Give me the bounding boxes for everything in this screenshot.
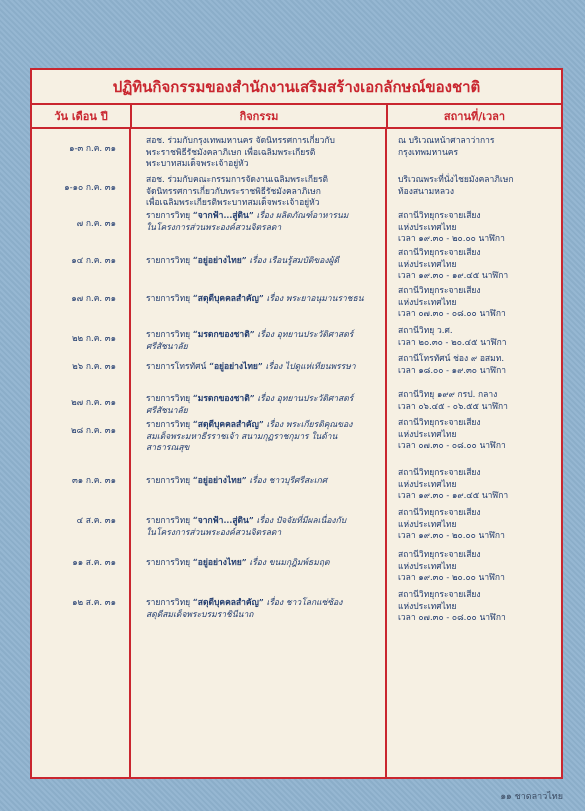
row-activity bbox=[130, 326, 386, 353]
row-place bbox=[386, 508, 561, 543]
activity-line: ศรีสัชนาลัย bbox=[146, 341, 188, 352]
place-line: เวลา ๑๘.๐๐ - ๑๙.๓๐ นาฬิกา bbox=[398, 365, 507, 376]
program-name: “มรดกของชาติ” bbox=[192, 394, 255, 404]
row-place bbox=[386, 550, 561, 585]
place-line: เวลา ๐๗.๓๐ - ๐๘.๐๐ นาฬิกา bbox=[398, 441, 506, 452]
row-activity bbox=[130, 590, 386, 625]
row-date: ๒๗ ก.ค. ๓๑ bbox=[71, 398, 116, 408]
row-activity bbox=[130, 248, 386, 283]
activity-line: สมเด็จพระมหาธีรราชเจ้า สนามกุฏราชกุมาร ในด้าน bbox=[146, 431, 338, 442]
activity-line: จัดนิทรรศการเกี่ยวกับพระราชพิธีรัชมังคลาภิเษก bbox=[146, 186, 321, 197]
place-line: สถานีวิทยุ ๑๙๙ กรป. กลาง bbox=[398, 390, 498, 400]
program-name: “อยู่อย่างไทย” bbox=[192, 558, 247, 568]
header-activity: กิจกรรม bbox=[130, 105, 386, 127]
row-place bbox=[386, 354, 561, 377]
place-line: เวลา ๑๙.๓๐ - ๒๐.๐๐ นาฬิกา bbox=[398, 234, 505, 245]
place-line: สถานีวิทยุกระจายเสียง bbox=[398, 211, 481, 221]
place-line: สถานีวิทยุกระจายเสียง bbox=[398, 248, 481, 258]
row-date: ๑๗ ก.ค. ๓๑ bbox=[71, 294, 116, 304]
row-date: ๑-๑๐ ก.ค. ๓๑ bbox=[64, 183, 116, 193]
row-place bbox=[386, 390, 561, 417]
place-line: แห่งประเทศไทย bbox=[398, 222, 457, 233]
table-row bbox=[32, 590, 561, 625]
row-place bbox=[386, 211, 561, 246]
row-activity bbox=[130, 136, 386, 171]
table-row bbox=[32, 211, 561, 246]
table-row bbox=[32, 508, 561, 543]
place-line: เวลา ๑๙.๓๐ - ๒๐.๐๐ นาฬิกา bbox=[398, 573, 505, 584]
place-line: สถานีวิทยุกระจายเสียง bbox=[398, 418, 481, 428]
row-activity bbox=[130, 354, 386, 377]
table-row bbox=[32, 390, 561, 417]
place-line: เวลา ๑๙.๓๐ - ๑๙.๔๕ นาฬิกา bbox=[398, 491, 509, 502]
activity-type: รายการวิทยุ bbox=[146, 558, 191, 568]
place-line: แห่งประเทศไทย bbox=[398, 479, 457, 490]
row-activity bbox=[130, 286, 386, 321]
row-place bbox=[386, 286, 561, 321]
row-place bbox=[386, 326, 561, 353]
activity-type: รายการวิทยุ bbox=[146, 330, 191, 340]
activity-line: สาธารณสุข bbox=[146, 443, 190, 454]
activity-topic: เรื่อง อุทยานประวัติศาสตร์ bbox=[257, 394, 354, 404]
table-row bbox=[32, 248, 561, 283]
activity-type: รายการวิทยุ bbox=[146, 294, 191, 304]
activity-topic: เรื่อง พระเกียรติคุณของ bbox=[266, 420, 353, 430]
program-name: “อยู่อย่างไทย” bbox=[192, 476, 247, 486]
row-date: ๔ ส.ค. ๓๑ bbox=[76, 516, 116, 526]
activity-topic: เรื่อง ขนมกุฎิมพ์ธมฤต bbox=[249, 558, 330, 568]
program-name: “มรดกของชาติ” bbox=[192, 330, 255, 340]
page-footer: ๑๑ ชาดลาวไทย bbox=[500, 792, 563, 802]
activity-line: ศรีสัชนาลัย bbox=[146, 405, 188, 416]
place-line: กรุงเทพมหานคร bbox=[398, 147, 459, 158]
activity-line: ในโครงการส่วนพระองค์สวนจิตรลดา bbox=[146, 222, 282, 233]
row-activity bbox=[130, 508, 386, 543]
place-line: ณ บริเวณหน้าศาลาว่าการ bbox=[398, 136, 495, 146]
program-name: “จากฟ้า...สู่ดิน” bbox=[192, 516, 254, 526]
row-place bbox=[386, 468, 561, 503]
program-name: “อยู่อย่างไทย” bbox=[209, 362, 263, 372]
row-activity bbox=[130, 390, 386, 417]
table-row bbox=[32, 468, 561, 503]
activity-topic: เรื่อง ชาวบุรีศรีสะเกศ bbox=[249, 476, 328, 486]
table-row bbox=[32, 286, 561, 321]
place-line: แห่งประเทศไทย bbox=[398, 519, 457, 530]
activity-topic: เรื่อง ปัจจัยที่มีผลเนื่องกับ bbox=[256, 516, 347, 526]
activity-type: รายการวิทยุ bbox=[146, 211, 191, 221]
place-line: แห่งประเทศไทย bbox=[398, 429, 457, 440]
header-place: สถานที่/เวลา bbox=[386, 105, 561, 127]
activity-topic: เรื่อง ชาวโลกแซ่ซ้อง bbox=[266, 598, 343, 608]
place-line: สถานีวิทยุกระจายเสียง bbox=[398, 550, 481, 560]
program-name: “สดุดีบุคคลสำคัญ” bbox=[192, 420, 264, 430]
table-row bbox=[32, 354, 561, 377]
place-line: เวลา ๑๙.๓๐ - ๑๙.๔๕ นาฬิกา bbox=[398, 271, 509, 282]
row-place bbox=[386, 136, 561, 171]
row-date: ๑-๓ ก.ค. ๓๑ bbox=[69, 144, 116, 154]
place-line: เวลา ๐๗.๓๐ - ๐๘.๐๐ นาฬิกา bbox=[398, 613, 506, 624]
activity-line: สดุดีสมเด็จพระบรมราชินีนาถ bbox=[146, 609, 254, 620]
activity-type: รายการวิทยุ bbox=[146, 256, 191, 266]
place-line: ท้องสนามหลวง bbox=[398, 186, 454, 197]
table-row bbox=[32, 418, 561, 455]
activity-line: สอช. ร่วมกับคณะกรรมการจัดงานเฉลิมพระเกียรติ bbox=[146, 175, 329, 185]
activity-topic: เรื่อง ไปดูแห่เทียนพรรษา bbox=[265, 362, 356, 372]
place-line: บริเวณพระที่นั่งไชยมังคลาภิเษก bbox=[398, 175, 514, 185]
place-line: แห่งประเทศไทย bbox=[398, 259, 457, 270]
row-date: ๓๑ ก.ค. ๓๑ bbox=[71, 476, 116, 486]
table-row bbox=[32, 326, 561, 353]
place-line: เวลา ๑๙.๓๐ - ๒๐.๐๐ นาฬิกา bbox=[398, 531, 505, 542]
row-place bbox=[386, 248, 561, 283]
row-place bbox=[386, 418, 561, 455]
activity-line: สอช. ร่วมกับกรุงเทพมหานคร จัดนิทรรศการเกี่ยวกับ bbox=[146, 136, 335, 146]
place-line: สถานีวิทยุ ว.ศ. bbox=[398, 326, 453, 336]
table-row bbox=[32, 550, 561, 585]
place-line: แห่งประเทศไทย bbox=[398, 297, 457, 308]
row-activity bbox=[130, 211, 386, 246]
row-activity bbox=[130, 468, 386, 503]
place-line: แห่งประเทศไทย bbox=[398, 601, 457, 612]
activity-type: รายการวิทยุ bbox=[146, 516, 191, 526]
row-activity bbox=[130, 175, 386, 210]
place-line: เวลา ๒๐.๓๐ - ๒๐.๔๕ นาฬิกา bbox=[398, 337, 507, 348]
program-name: “จากฟ้า...สู่ดิน” bbox=[192, 211, 254, 221]
calendar-sheet bbox=[30, 68, 563, 779]
row-date: ๒๖ ก.ค. ๓๑ bbox=[72, 362, 116, 372]
row-date: ๒๒ ก.ค. ๓๑ bbox=[71, 334, 116, 344]
header-date: วัน เดือน ปี bbox=[54, 110, 108, 123]
row-date: ๗ ก.ค. ๓๑ bbox=[76, 219, 116, 229]
place-line: เวลา ๐๗.๓๐ - ๐๘.๐๐ นาฬิกา bbox=[398, 309, 506, 320]
row-activity bbox=[130, 550, 386, 585]
row-place bbox=[386, 590, 561, 625]
row-date: ๑๒ ส.ค. ๓๑ bbox=[72, 598, 116, 608]
place-line: แห่งประเทศไทย bbox=[398, 561, 457, 572]
table-row bbox=[32, 136, 561, 171]
place-line: สถานีโทรทัศน์ ช่อง ๙ อสมท. bbox=[398, 354, 505, 364]
activity-type: รายการวิทยุ bbox=[146, 420, 191, 430]
place-line: สถานีวิทยุกระจายเสียง bbox=[398, 590, 481, 600]
row-activity bbox=[130, 418, 386, 455]
activity-line: ในโครงการส่วนพระองค์สวนจิตรลดา bbox=[146, 527, 282, 538]
activity-type: รายการวิทยุ bbox=[146, 476, 191, 486]
activity-topic: เรื่อง อุทยานประวัติศาสตร์ bbox=[257, 330, 354, 340]
program-name: “สดุดีบุคคลสำคัญ” bbox=[192, 598, 264, 608]
activity-line: พระบาทสมเด็จพระเจ้าอยู่หัว bbox=[146, 159, 249, 170]
activity-line: พระราชพิธีรัชมังคลาภิเษก เพื่อเฉลิมพระเกียรติ bbox=[146, 147, 316, 158]
row-date: ๒๘ ก.ค. ๓๑ bbox=[70, 426, 116, 436]
place-line: สถานีวิทยุกระจายเสียง bbox=[398, 508, 481, 518]
activity-type: รายการวิทยุ bbox=[146, 598, 191, 608]
row-date: ๑๑ ส.ค. ๓๑ bbox=[72, 558, 116, 568]
program-name: “อยู่อย่างไทย” bbox=[192, 256, 247, 266]
activity-topic: เรื่อง พระยาอนุมานราชธน bbox=[266, 294, 364, 304]
program-name: “สดุดีบุคคลสำคัญ” bbox=[192, 294, 264, 304]
row-place bbox=[386, 175, 561, 210]
row-date: ๑๔ ก.ค. ๓๑ bbox=[71, 256, 116, 266]
activity-topic: เรื่อง เรือนรู้สมบัติของผู้ดี bbox=[249, 256, 339, 266]
activity-type: รายการโทรทัศน์ bbox=[146, 362, 207, 372]
activity-topic: เรื่อง ผลิตภัณฑ์อาหารนม bbox=[256, 211, 349, 221]
place-line: สถานีวิทยุกระจายเสียง bbox=[398, 468, 481, 478]
activity-type: รายการวิทยุ bbox=[146, 394, 191, 404]
table-body bbox=[32, 129, 561, 779]
activity-line: เพื่อเฉลิมพระเกียรติพระบาทสมเด็จพระเจ้าอยู่หัว bbox=[146, 198, 320, 209]
place-line: สถานีวิทยุกระจายเสียง bbox=[398, 286, 481, 296]
table-header bbox=[32, 105, 561, 129]
page-title: ปฏิทินกิจกรรมของสำนักงานเสริมสร้างเอกลักษณ์ของชาติ bbox=[32, 70, 561, 105]
place-line: เวลา ๐๖.๔๕ - ๐๖.๕๕ นาฬิกา bbox=[398, 401, 508, 412]
table-row bbox=[32, 175, 561, 210]
